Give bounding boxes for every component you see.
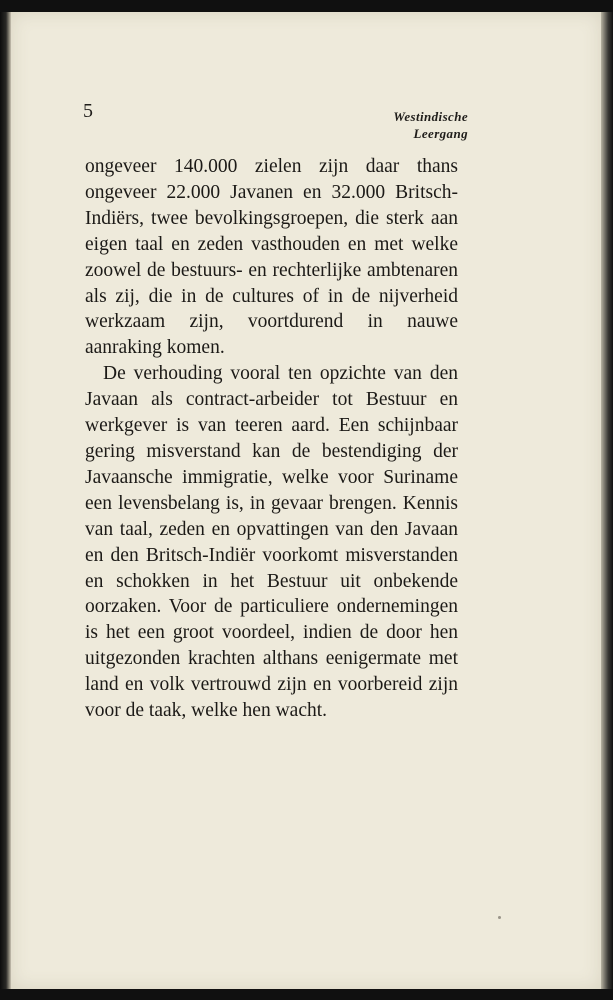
running-head-line-2: Leergang	[413, 126, 468, 141]
running-head-line-1: Westindische	[393, 109, 468, 124]
paragraph-2: De verhouding vooral ten opzichte van den Javaan als contract-arbeider tot Bestuur en werkgever is van teeren aard. Een schijnbaar gering misverstand kan de bestendiging der Javaansche immigratie, welke voor Suriname een levensbelang is, in gevaar brengen. Kennis van taal, zeden en opvattingen van den Javaan en den Britsch-Indiër voorkomt misverstanden en schokken in het Bestuur uit onbekende oorzaken. Voor de particuliere ondernemingen is het een groot voordeel, indien de door hen uitgezonden krachten althans eenigermate met land en volk vertrouwd zijn en voorbereid zijn voor de taak, welke hen wacht.	[85, 363, 458, 722]
running-head	[393, 108, 468, 142]
book-binding-edge	[0, 12, 11, 989]
page-right-edge	[601, 12, 613, 989]
paragraph-1: ongeveer 140.000 zielen zijn daar thans ongeveer 22.000 Javanen en 32.000 Britsch-Indiërs, twee bevolkingsgroepen, die sterk aan eigen taal en zeden vasthouden en met welke zoowel de bestuurs- en rechterlijke ambtenaren als zij, die in de cultures of in de nijverheid werkzaam zijn, voortdurend in nauwe aanraking komen.	[85, 156, 458, 359]
page-number: 5	[83, 100, 93, 122]
paper-speck	[498, 916, 501, 919]
body-text	[85, 154, 458, 724]
